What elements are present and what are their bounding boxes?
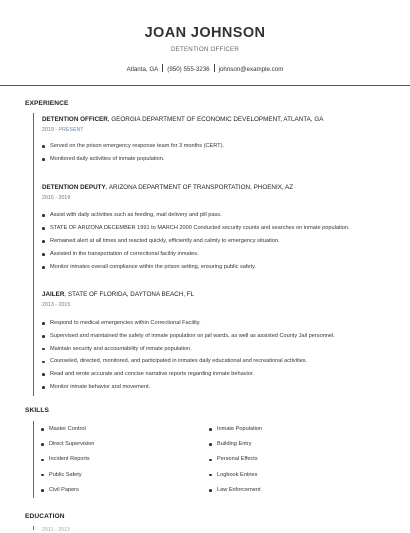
skill-item: Law Enforcement bbox=[209, 487, 262, 502]
education-dates: 2011 - 2013 bbox=[42, 527, 70, 533]
header-divider bbox=[0, 85, 410, 86]
education-rule bbox=[33, 526, 34, 530]
skill-item: Logbook Entries bbox=[209, 472, 262, 487]
contact-location: Atlanta, GA bbox=[126, 66, 159, 73]
contact-separator bbox=[214, 64, 215, 72]
resume-header bbox=[0, 0, 410, 73]
candidate-name: JOAN JOHNSON bbox=[144, 25, 266, 41]
job-employer: , GEORGIA DEPARTMENT OF ECONOMIC DEVELOPMENT, ATLANTA, GA bbox=[107, 116, 324, 123]
job-end: 2019 bbox=[58, 195, 71, 201]
skill-item: Public Safety bbox=[41, 472, 94, 487]
list-item: Maintain security and accountability of inmate population. bbox=[42, 346, 397, 359]
job-bullets bbox=[42, 143, 397, 162]
list-item: Remained alert at all times and reacted quickly, efficiently and calmly to emergency situation. bbox=[42, 238, 397, 251]
contact-email[interactable]: johnson@example.com bbox=[218, 66, 284, 73]
skill-item: Direct Supervision bbox=[41, 441, 94, 456]
list-item: Respond to medical emergencies within Correctional Facility. bbox=[42, 320, 397, 333]
skill-item: Inmate Population bbox=[209, 426, 262, 441]
job-end: PRESENT bbox=[58, 127, 84, 133]
skill-item: Personal Effects bbox=[209, 456, 262, 471]
job-dates: 2019 - PRESENT bbox=[42, 127, 84, 133]
job-end: 2015 bbox=[58, 302, 71, 308]
job-title: JAILER bbox=[42, 291, 65, 298]
job-dates: 2013 - 2015 bbox=[42, 302, 71, 308]
list-item: Monitor inmates overall compliance within the prison setting, ensuring public safety. bbox=[42, 264, 397, 270]
job-heading bbox=[42, 116, 397, 123]
job-bullets bbox=[42, 320, 397, 390]
skill-item: Incident Reports bbox=[41, 456, 94, 471]
job-heading bbox=[42, 184, 397, 191]
job-bullets bbox=[42, 212, 397, 270]
job-entry bbox=[42, 291, 397, 390]
job-start: 2013 bbox=[42, 302, 54, 308]
job-dates: 2015 - 2019 bbox=[42, 195, 71, 201]
job-entry bbox=[42, 116, 397, 162]
list-item: Assist with daily activities such as feeding, mail delivery and pill pass. bbox=[42, 212, 397, 225]
candidate-title: DETENTION OFFICER bbox=[170, 46, 240, 53]
list-item: Supervised and maintained the safety of inmate population on jail wards, as well as assisted County Jail personnel. bbox=[42, 333, 397, 346]
skills-list-left bbox=[41, 426, 94, 502]
list-item: Counseled, directed, monitored, and participated in inmates daily educational and recreational activities. bbox=[42, 358, 397, 371]
job-heading bbox=[42, 291, 397, 298]
contact-line bbox=[0, 64, 410, 73]
job-employer: , ARIZONA DEPARTMENT OF TRANSPORTATION, PHOENIX, AZ bbox=[105, 184, 294, 191]
job-employer: , STATE OF FLORIDA, DAYTONA BEACH, FL bbox=[64, 291, 195, 298]
list-item: Read and wrote accurate and concise narrative reports regarding inmate behavior. bbox=[42, 371, 397, 384]
education-heading: EDUCATION bbox=[25, 513, 65, 520]
skills-rule bbox=[33, 421, 34, 498]
contact-phone: (950) 555-3236 bbox=[167, 66, 210, 73]
list-item: Monitor inmate behavior and movement. bbox=[42, 384, 397, 390]
job-title: DETENTION OFFICER bbox=[42, 116, 108, 123]
list-item: Served on the prison emergency response team for 3 months (CERT). bbox=[42, 143, 397, 156]
list-item: Monitored daily activities of inmate population. bbox=[42, 156, 397, 162]
skill-item: Civil Papers bbox=[41, 487, 94, 502]
skills-heading: SKILLS bbox=[25, 407, 50, 414]
skills-list-right bbox=[209, 426, 262, 502]
job-title: DETENTION DEPUTY bbox=[42, 184, 106, 191]
skill-item: Building Entry bbox=[209, 441, 262, 456]
job-start: 2019 bbox=[42, 127, 54, 133]
list-item: STATE OF ARIZONA DECEMBER 1991 to MARCH 2000 Conducted security counts and searches on inmate population. bbox=[42, 225, 397, 238]
contact-separator bbox=[162, 64, 163, 72]
job-entry bbox=[42, 184, 397, 270]
job-start: 2015 bbox=[42, 195, 54, 201]
experience-rule bbox=[33, 113, 34, 396]
list-item: Assisted in the transportation of correctional facility inmates. bbox=[42, 251, 397, 264]
experience-heading: EXPERIENCE bbox=[25, 100, 69, 107]
skill-item: Master Control bbox=[41, 426, 94, 441]
